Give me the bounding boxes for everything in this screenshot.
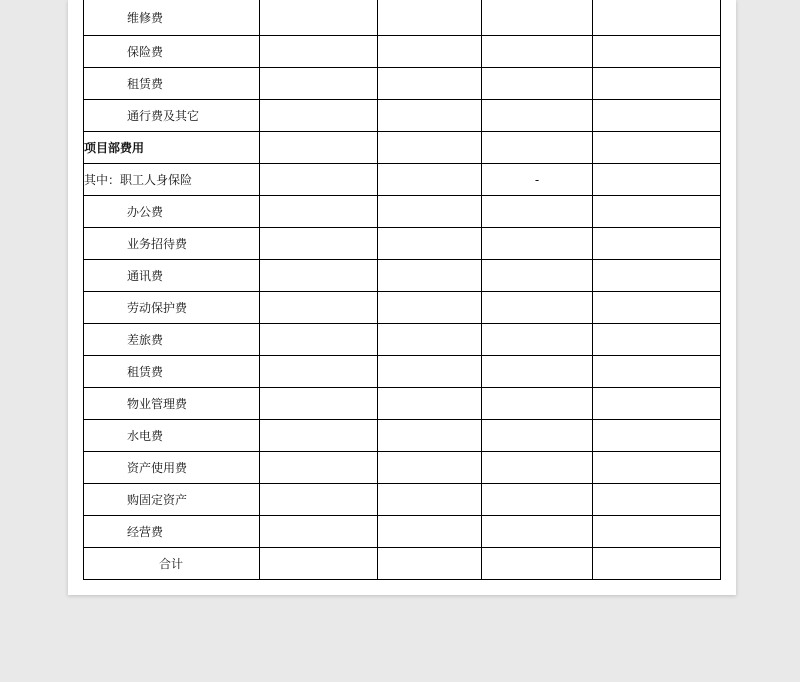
table-row <box>84 388 721 420</box>
table-cell[interactable] <box>482 0 593 36</box>
table-cell[interactable] <box>378 324 482 356</box>
table-cell[interactable] <box>378 228 482 260</box>
spreadsheet-page <box>68 0 736 595</box>
table-cell[interactable] <box>260 164 378 196</box>
table-cell[interactable] <box>482 260 593 292</box>
table-cell[interactable] <box>260 260 378 292</box>
table-cell[interactable] <box>593 324 721 356</box>
table-cell[interactable] <box>482 516 593 548</box>
table-row <box>84 452 721 484</box>
table-cell[interactable] <box>260 420 378 452</box>
table-cell[interactable] <box>593 68 721 100</box>
table-cell[interactable] <box>260 228 378 260</box>
row-label[interactable]: 租赁费 <box>84 68 260 100</box>
table-cell[interactable] <box>260 484 378 516</box>
table-row <box>84 0 721 36</box>
table-cell[interactable] <box>378 100 482 132</box>
table-cell[interactable] <box>260 68 378 100</box>
table-row <box>84 516 721 548</box>
table-cell[interactable] <box>378 484 482 516</box>
table-cell[interactable] <box>593 196 721 228</box>
row-label[interactable]: 物业管理费 <box>84 388 260 420</box>
table-cell[interactable] <box>378 164 482 196</box>
table-cell[interactable] <box>260 132 378 164</box>
table-row <box>84 68 721 100</box>
table-cell[interactable] <box>593 0 721 36</box>
table-cell[interactable] <box>593 484 721 516</box>
table-row <box>84 484 721 516</box>
table-cell[interactable] <box>593 164 721 196</box>
table-row <box>84 260 721 292</box>
table-cell[interactable] <box>260 292 378 324</box>
table-cell[interactable] <box>260 516 378 548</box>
table-cell[interactable] <box>260 356 378 388</box>
table-cell[interactable] <box>482 452 593 484</box>
table-cell[interactable] <box>482 548 593 580</box>
table-row <box>84 36 721 68</box>
table-cell[interactable] <box>260 548 378 580</box>
table-row <box>84 132 721 164</box>
table-cell[interactable] <box>593 356 721 388</box>
table-cell[interactable] <box>593 292 721 324</box>
table-cell[interactable] <box>593 452 721 484</box>
table-cell[interactable] <box>378 36 482 68</box>
table-cell[interactable] <box>593 132 721 164</box>
row-label[interactable]: 水电费 <box>84 420 260 452</box>
table-cell[interactable] <box>482 420 593 452</box>
table-cell[interactable] <box>593 516 721 548</box>
table-cell[interactable] <box>378 516 482 548</box>
table-row <box>84 356 721 388</box>
table-cell[interactable] <box>593 36 721 68</box>
table-row <box>84 196 721 228</box>
row-label[interactable]: 劳动保护费 <box>84 292 260 324</box>
table-cell[interactable] <box>593 228 721 260</box>
total-label[interactable]: 合计 <box>84 548 260 580</box>
table-row <box>84 228 721 260</box>
table-cell[interactable] <box>378 356 482 388</box>
table-cell[interactable] <box>378 452 482 484</box>
row-label[interactable]: 通讯费 <box>84 260 260 292</box>
table-cell[interactable] <box>378 132 482 164</box>
row-label[interactable]: 通行费及其它 <box>84 100 260 132</box>
table-cell[interactable] <box>260 36 378 68</box>
table-cell[interactable] <box>378 68 482 100</box>
row-label[interactable]: 差旅费 <box>84 324 260 356</box>
table-cell[interactable] <box>378 260 482 292</box>
table-cell[interactable] <box>482 324 593 356</box>
table-cell[interactable] <box>593 548 721 580</box>
row-label[interactable]: 购固定资产 <box>84 484 260 516</box>
row-label[interactable]: 业务招待费 <box>84 228 260 260</box>
table-cell[interactable] <box>378 548 482 580</box>
table-cell[interactable] <box>260 196 378 228</box>
table-row <box>84 548 721 580</box>
table-cell[interactable] <box>593 100 721 132</box>
row-label[interactable]: 其中：职工人身保险 <box>84 164 260 196</box>
table-cell[interactable] <box>482 36 593 68</box>
section-label[interactable]: 项目部费用 <box>84 132 260 164</box>
table-cell[interactable] <box>482 228 593 260</box>
table-row <box>84 420 721 452</box>
row-label[interactable]: 资产使用费 <box>84 452 260 484</box>
row-label[interactable]: 办公费 <box>84 196 260 228</box>
table-cell[interactable] <box>260 452 378 484</box>
table-cell[interactable] <box>260 0 378 36</box>
table-cell[interactable] <box>482 100 593 132</box>
table-cell[interactable] <box>378 0 482 36</box>
table-cell[interactable] <box>378 388 482 420</box>
table-cell[interactable] <box>482 68 593 100</box>
table-cell[interactable] <box>593 388 721 420</box>
table-cell[interactable] <box>482 388 593 420</box>
table-cell[interactable] <box>260 388 378 420</box>
table-cell[interactable]: - <box>482 164 593 196</box>
row-label[interactable]: 租赁费 <box>84 356 260 388</box>
row-label[interactable]: 经营费 <box>84 516 260 548</box>
table-row <box>84 100 721 132</box>
row-label[interactable]: 维修费 <box>84 0 260 36</box>
table-cell[interactable] <box>482 292 593 324</box>
expense-table <box>83 0 721 580</box>
table-row <box>84 292 721 324</box>
table-cell[interactable] <box>482 132 593 164</box>
table-cell[interactable] <box>482 196 593 228</box>
table-cell[interactable] <box>482 356 593 388</box>
table-cell[interactable] <box>378 292 482 324</box>
table-cell[interactable] <box>260 100 378 132</box>
table-cell[interactable] <box>260 324 378 356</box>
table-cell[interactable] <box>378 420 482 452</box>
table-cell[interactable] <box>593 420 721 452</box>
table-cell[interactable] <box>593 260 721 292</box>
table-row <box>84 324 721 356</box>
table-cell[interactable] <box>482 484 593 516</box>
row-label[interactable]: 保险费 <box>84 36 260 68</box>
table-cell[interactable] <box>378 196 482 228</box>
table-row <box>84 164 721 196</box>
